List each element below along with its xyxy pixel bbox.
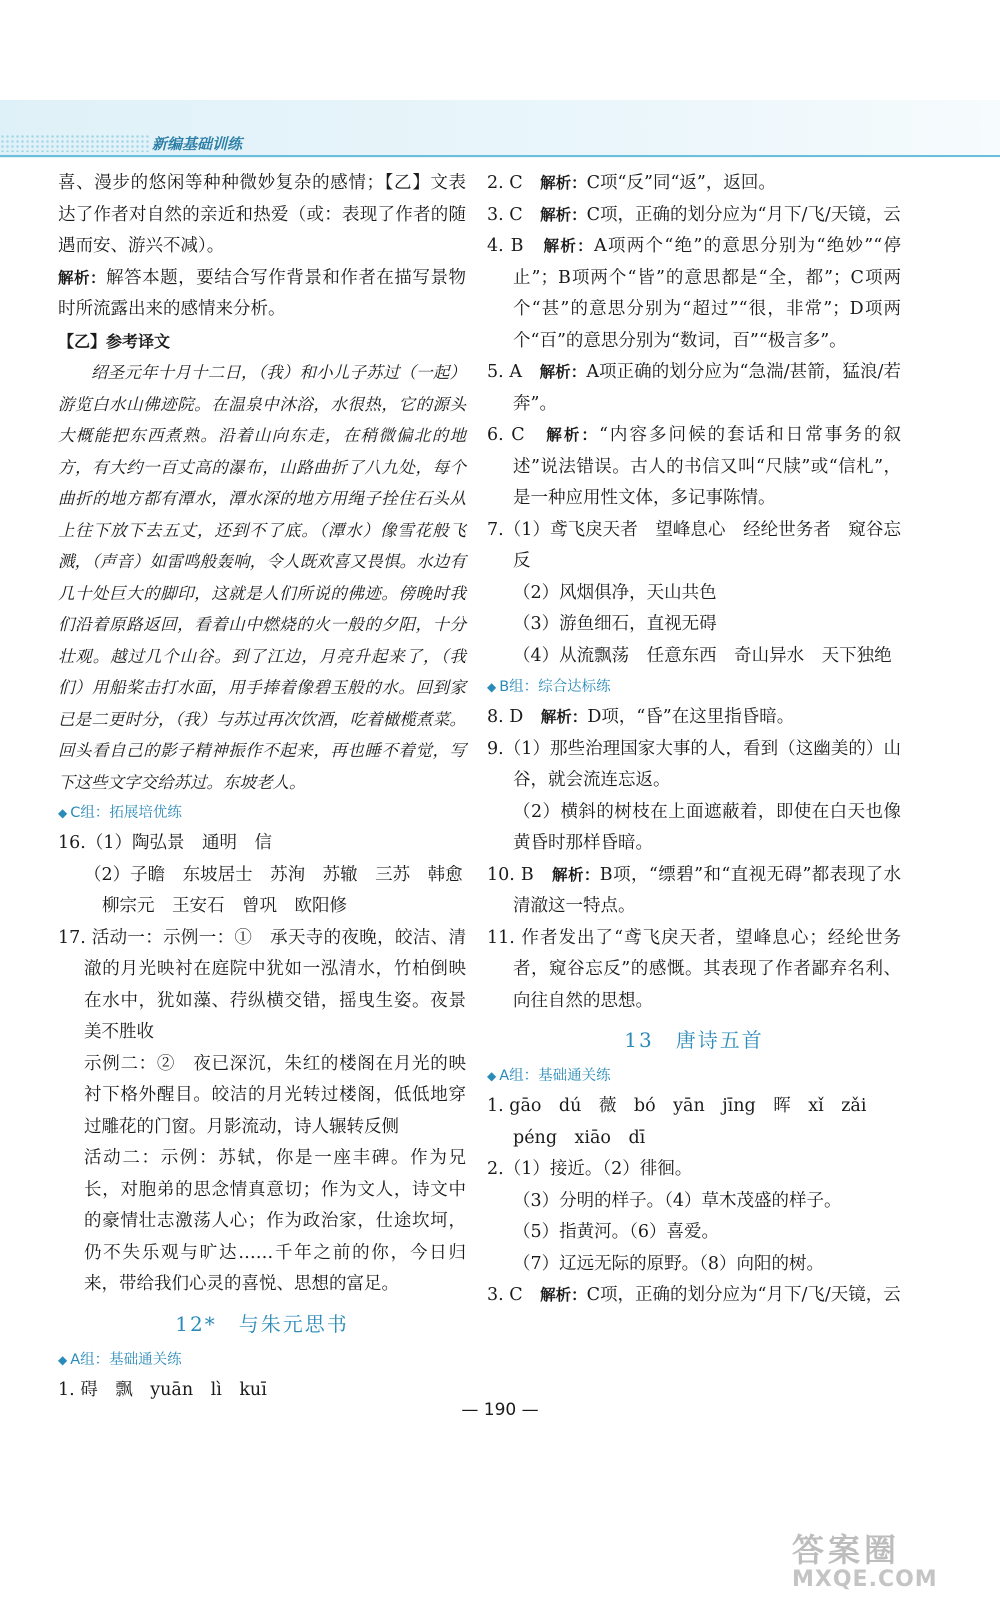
diamond-icon: ◆ [487, 1069, 497, 1083]
q11-answer: 11. 作者发出了“鸢飞戾天者，望峰息心；经纶世务者，窥谷忘反”的感慨。其表现了作者鄙弃名利、向往自然的思想。 [487, 927, 901, 1011]
q2-line4: （7）辽远无际的原野。（8）向阳的树。 [513, 1253, 825, 1274]
q16-line2: （2）子瞻 东坡居士 苏洵 苏辙 三苏 韩愈 [84, 864, 463, 885]
left-column [58, 168, 466, 1406]
group-a-label: A组：基础通关练 [499, 1068, 611, 1084]
q16-line1: 16.（1）陶弘景 通明 信 [58, 833, 272, 853]
header-dot-pattern [0, 134, 150, 152]
header-title: 新编基础训练 [152, 135, 243, 153]
group-a-label: A组：基础通关练 [70, 1351, 182, 1368]
q17-activity2: 活动二：示例：苏轼，你是一座丰碑。作为兄长，对胞弟的思念情真意切；作为文人，诗文中的豪情壮志激荡人心；作为政治家，仕途坎坷，仍不失乐观与旷达……千年之前的你，今日归来，带给我们心灵的喜悦、思想的富足。 [84, 1148, 466, 1294]
q7-line4: （4）从流飘荡 任意东西 奇山异水 天下独绝 [513, 645, 892, 666]
group-c-label: C组：拓展培优练 [70, 805, 182, 821]
q2-line1: 2.（1）接近。（2）徘徊。 [487, 1159, 693, 1179]
q5-answer: 5. A 解析：A项正确的划分应为“急湍/甚箭，猛浪/若奔”。 [487, 362, 901, 414]
q10-answer: 10. B 解析：B项，“缥碧”和“直视无碍”都表现了水清澈这一特点。 [487, 864, 901, 916]
q9-line1: 9.（1）那些治理国家大事的人，看到（这幽美的）山谷，就会流连忘返。 [487, 738, 901, 790]
group-c-heading [58, 798, 466, 828]
q3-answer-lesson13: 3. C 解析：C项，正确的划分应为“月下/飞/天镜，云 [487, 1285, 901, 1305]
q1-left: 1. 碍 飘 yuān lì kuī [58, 1379, 267, 1400]
right-column [487, 168, 901, 1312]
watermark-text: 答案圈 [792, 1531, 901, 1569]
analysis-paragraph [58, 263, 466, 326]
q7-line2: （2）风烟俱净，天山共色 [513, 582, 717, 603]
q17-activity1-example1: 17. 活动一：示例一：① 承天寺的夜晚，皎洁、清澈的月光映衬在庭院中犹如一泓清水，竹柏倒映在水中，犹如藻、荇纵横交错，摇曳生姿。夜景美不胜收 [58, 927, 466, 1042]
q17-activity1-example2: 示例二：② 夜已深沉，朱红的楼阁在月光的映衬下格外醒目。皎洁的月光转过楼阁，低低地穿过雕花的门窗。月影流动，诗人辗转反侧 [84, 1053, 466, 1137]
q6-answer: 6. C 解析：“内容多问候的套话和日常事务的叙述”说法错误。古人的书信又叫“尺牍”或“信札”，是一种应用性文体，多记事陈情。 [487, 425, 902, 508]
group-a-heading-right [487, 1061, 901, 1091]
diamond-icon: ◆ [487, 680, 497, 694]
header-divider [0, 155, 1000, 157]
analysis-text: 解答本题，要结合写作背景和作者在描写景物时所流露出来的感情来分析。 [58, 267, 466, 319]
q2-line3: （5）指黄河。（6）喜爱。 [513, 1222, 720, 1242]
watermark-logo [792, 1525, 982, 1595]
pinyin-line2: péng xiāo dī [513, 1127, 646, 1148]
q7-line1: 7.（1）鸢飞戾天者 望峰息心 经纶世务者 窥谷忘反 [487, 519, 901, 571]
q9-line2: （2）横斜的树枝在上面遮蔽着，即使在白天也像黄昏时那样昏暗。 [513, 801, 901, 853]
group-a-heading-left [58, 1345, 466, 1375]
lesson13-title: 13 唐诗五首 [624, 1028, 764, 1052]
q7-line3: （3）游鱼细石，直视无碍 [513, 614, 717, 634]
analysis-label: 解析： [58, 268, 107, 287]
translation-text: 绍圣元年十月十二日，（我）和小儿子苏过（一起）游览白水山佛迹院。在温泉中沐浴，水很热，它的源头大概能把东西煮熟。沿着山向东走，在稍微偏北的地方，有大约一百丈高的瀑布，山路曲折了八九处，每个曲折的地方都有潭水，潭水深的地方用绳子拴住石头从上往下放下去五丈，还到不了底。（潭水）像雪花般飞溅，（声音）如雷鸣般轰响，令人既欢喜又畏惧。水边有几十处巨大的脚印，这就是人们所说的佛迹。傍晚时我们沿着原路返回，看着山中燃烧的火一般的夕阳，十分壮观。越过几个山谷。到了江边，月亮升起来了，（我们）用船桨击打水面，用手捧着像碧玉般的水。回到家已是二更时分，（我）与苏过再次饮酒，吃着橄榄煮菜。回头看自己的影子精神振作不起来，再也睡不着觉，写下这些文字交给苏过。东坡老人。 [58, 363, 466, 792]
q2-answer: 2. C 解析：C项“反”同“返”，返回。 [487, 173, 776, 193]
group-b-heading [487, 672, 901, 702]
answer-continuation: 喜、漫步的悠闲等种种微妙复杂的感情；【乙】文表达了作者对自然的亲近和热爱（或：表现了作者的随遇而安、游兴不减）。 [58, 173, 466, 256]
q16-line3: 柳宗元 王安石 曾巩 欧阳修 [102, 896, 347, 916]
header-band [0, 100, 1000, 158]
q4-answer: 4. B 解析：A项两个“绝”的意思分别为“绝妙”“停止”；B项两个“皆”的意思都是“全，都”；C项两个“甚”的意思分别为“超过”“很，非常”；D项两个“百”的意思分别为“数词，百”“极言多”。 [487, 236, 902, 351]
page-number: — 190 — [461, 1400, 539, 1420]
q8-answer: 8. D 解析：D项，“昏”在这里指昏暗。 [487, 707, 795, 727]
translation-heading: 【乙】参考译文 [58, 331, 171, 351]
q2-line2: （3）分明的样子。（4）草木茂盛的样子。 [513, 1190, 842, 1211]
lesson12-title: 12* 与朱元思书 [175, 1311, 349, 1336]
watermark-url: MXQE.COM [792, 1567, 938, 1592]
diamond-icon: ◆ [58, 1352, 68, 1367]
pinyin-line1: 1. gāo dú 薇 bó yān jīng 晖 xǐ zǎi [487, 1096, 867, 1116]
q3-answer: 3. C 解析：C项，正确的划分应为“月下/飞/天镜，云 [487, 204, 901, 225]
group-b-label: B组：综合达标练 [499, 679, 611, 695]
diamond-icon: ◆ [58, 806, 68, 820]
